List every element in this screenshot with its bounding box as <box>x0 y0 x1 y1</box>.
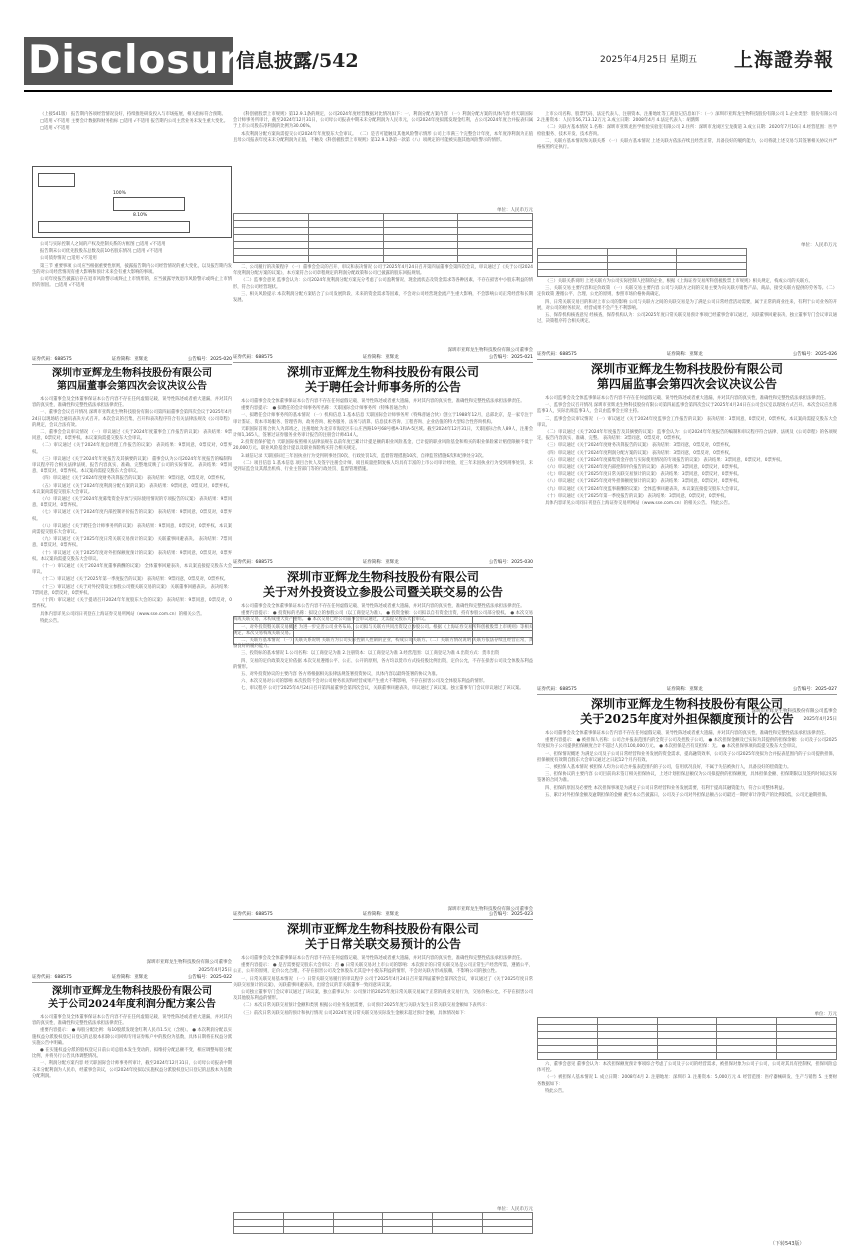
notice-title: 第四届监事会第四次会议决议公告 <box>596 377 777 391</box>
continued-text: 《科创板股票上市规则》第12.9.1条的规定，公司2024年度经营数据对比情况如下：一、利润分配方案内容 （一）利润分配方案的具体内容 经天职国际会计师事务所审计，截至2024年12月31日，公司母公司报表中期末未分配利润为人民币元，公司2024年度拟派发现金红利，占公司2024年度合并报表归属于上市公司股东净利润的比例为30.06%。 本次利润分配方案尚需提交公司2024年年度股东大会审议。 （二）是否可能触及其他风险警示情形 公司上市满三个完整会计年度，本年度净利润为正值且母公司报表年度末未分配利润为正值，不触及《科创板股票上市规则》第12.9.1条第一款第（八）项规定的可能被实施其他风险警示的情形。 <box>233 112 533 143</box>
notice-guarantee <box>537 687 837 1172</box>
notice-header: 证券代码：688575 证券简称：亚辉龙 公告编号：2025-030 <box>233 560 533 568</box>
notice-title: 关于对外投资设立参股公司暨关联交易的公告 <box>262 585 503 599</box>
notice-body: 本公司董事会及全体董事保证本公告内容不存在任何虚假记载、误导性陈述或者重大遗漏，并对其内容的真实性、准确性和完整性依法承担法律责任。 重要内容提示： ● 每股分配比例：每10股派发现金红利人民币1.5元（含税）。 ● 本次利润分配以实施权益分派股权登记日登记的总股本扣除公司回购专用证券账户中的股份为基数，具体日期将在权益分派实施公告中明确。 ● 在实施权益分派的股权登记日前公司总股本发生变动的，拟维持分配总额不变，相应调整每股分配比例，并将另行公告具体调整情况。 一、利润分配方案内容 经天职国际会计师事务所审计，截至2024年12月31日，公司母公司报表中期末未分配利润为人民币，经董事会决议，公司2024年度拟以实施权益分派股权登记日登记的总股本为基数分配利润。 <box>32 1015 232 1079</box>
notice-body: 本公司董事会及全体董事保证本公告内容不存在任何虚假记载、误导性陈述或者重大遗漏，并对其内容的真实性、准确性和完整性依法承担法律责任。 重要内容提示： ● 被担保人名称：公司合并报表范围内的全资子公司及控股子公司。 ● 本次担保金额及已实际为其提供的担保余额：公司及子公司2025年度拟为子公司提供担保额度合计不超过人民币100,000万元。 ● 本次担保是否有反担保：无。 ● 本次担保事项尚需提交股东大会审议。 一、担保情况概述 为满足公司及子公司日常经营和业务发展的资金需求，提高融资效率，公司及子公司2025年度拟为合并报表范围内的子公司提供担保，担保额度有效期自股东大会审议通过之日起12个月内有效。 二、被担保人基本情况 被担保人均为公司合并报表范围内的子公司，信用状况良好，不属于失信被执行人，具备良好的偿债能力。 三、担保协议的主要内容 公司目前尚未签订相关担保协议，上述计划担保总额仅为公司拟提供的担保额度，具体担保金额、担保期限以及签约时间以实际签署的合同为准。 四、担保的原因及必要性 本次担保事项是为满足子公司日常经营和业务发展需要，有利于提高其融资能力，符合公司整体利益。 五、累计对外担保金额及逾期担保的金额 截至本公告披露日，公司及子公司对外担保总额占公司最近一期经审计净资产的比例较低，公司无逾期担保。 <box>537 731 837 798</box>
masthead <box>0 0 857 118</box>
notice-company: 深圳市亚辉龙生物科技股份有限公司 <box>286 922 479 936</box>
related-table <box>233 1212 533 1234</box>
notice-company: 深圳市亚辉龙生物科技股份有限公司 <box>590 362 783 376</box>
pct-label-2: 8.10% <box>133 213 148 218</box>
notice-title: 关于聘任会计师事务所的公告 <box>304 380 461 394</box>
page-title: 信息披露/542 <box>236 50 359 72</box>
profit-text: 二、公司履行的决策程序 （一）董事会会议的召开、审议和表决情况 公司于2025年4月24日召开第四届董事会第四次会议，审议通过了《关于公司2024年度利润分配方案的议案》，本方案符合公司章程规定的利润分配政策和公司已披露的股东回报规划。 （二）监事会意见 监事会认为：公司2024年度利润分配方案充分考虑了公司盈利情况、现金流状态及资金需求等各种因素，不存在损害中小股东利益的情形，符合公司经营现状。 三、相关风险提示 本次利润分配方案结合了公司发展阶段、未来的资金需求等因素，不会对公司经营现金流产生重大影响，不会影响公司正常经营和长期发展。 <box>233 265 533 304</box>
notice-header: 证券代码：688575 证券简称：亚辉龙 公告编号：2025-026 <box>537 352 837 360</box>
newspaper-brand: 上海證券報 <box>734 49 835 71</box>
notice-header: 证券代码：688575 证券简称：亚辉龙 公告编号：2025-020 <box>32 357 232 365</box>
notice-board <box>32 357 232 973</box>
notice-header: 证券代码：688575 证券简称：亚辉龙 公告编号：2025-023 <box>233 912 533 920</box>
notice-title: 关于日常关联交易预计的公告 <box>304 937 461 951</box>
notice-body: 本公司董事会及全体董事保证本公告内容不存在任何虚假记载、误导性陈述或者重大遗漏，并对其内容的真实性、准确性和完整性依法承担法律责任。 重要内容提示： ● 投资标的名称：拟设立的参股公司（以工商登记为准）。 ● 投资金额：公司拟以自有资金出资，持有参股公司部分股权。 ● 本次交易构成关联交易，未构成重大资产重组。 ● 本次交易已经公司董事会审议通过，无需提交股东大会审议。 一、对外投资暨关联交易概述 为进一步完善公司业务布局，公司拟与关联方共同出资设立参股公司。根据《上海证券交易所科创板股票上市规则》等相关规定，本次交易构成关联交易。 二、关联方基本情况 （一）关联关系说明 关联方为公司实际控制人控制的企业，构成公司关联方。（二）关联方情况说明 关联方依法存续且经营正常，具备良好的履约能力。 三、投资标的基本情况 1.公司名称：以工商登记为准 2.注册资本：以工商登记为准 3.经营范围：以工商登记为准 4.出资方式：货币出资 四、交易的定价政策及定价依据 本次交易遵循公平、公正、公开的原则，各方均以货币方式按持股比例出资，定价公允，不存在损害公司及全体股东利益的情形。 五、对外投资协议的主要内容 各方将根据相关法律法规签署投资协议，具体内容以最终签署的协议为准。 六、本次交易对公司的影响 本次投资不会对公司财务状况和经营成果产生重大不利影响，不存在损害公司及全体股东利益的情形。 七、审议程序 公司于2025年4月24日召开第四届董事会第四次会议，关联董事回避表决，审议通过了该议案。独立董事专门会议审议通过了该议案。 <box>233 604 533 692</box>
issue-date: 2025年4月25日 星期五 <box>600 55 697 65</box>
notice-title: 关于2025年度对外担保额度预计的公告 <box>580 712 794 726</box>
column-left <box>32 112 232 1232</box>
shareholder-box <box>38 173 75 187</box>
unit-label: 单位：人民币万元 <box>497 208 533 213</box>
invest-table <box>537 248 747 277</box>
guarantee-tail: 六、董事会意见 董事会认为：本次担保额度预计事项综合考虑了公司及子公司的经营需求，被担保对象为公司子公司，公司对其具有控制权，担保风险总体可控。 （一）被担保人基本情况 1. 成立日期：2008年4月 2. 注册地址：深圳市 3. 注册资本：5,000万元 4. 经营范围：医疗器械研发、生产与销售 5. 主要财务数据如下： 特此公告。 <box>537 1062 837 1094</box>
continued-text: 上市公司名称、股票代码、法定代表人、注册资本、注册地址等工商登记信息如下：（一）深圳市亚辉龙生物科技股份有限公司 1.企业类型：股份有限公司 2.注册资本：人民币56,713.12万元 3.成立日期：2008年4月 4.法定代表人：胡鹍辉 （二）关联方基本情况 1.名称：深圳市亚辉龙医学检验实验室有限公司 2.住所：深圳市龙岗区宝龙街道 3.成立日期：2020年7月10日 4.经营范围：医学检验服务、技术开发、技术咨询。 二、关联方基本情况和关联关系 （一）关联方基本情况 上述关联方依法存续且经营正常，具备良好的履约能力，公司将就上述交易与其签署相关协议并严格按照约定执行。 <box>537 112 837 151</box>
notice-company: 深圳市亚辉龙生物科技股份有限公司 <box>286 570 479 584</box>
unit-label: 单位：人民币万元 <box>497 1207 533 1212</box>
unit-label: 单位：人民币万元 <box>801 243 837 248</box>
annual-summary-text: 公司与实际控制人之间的产权及控制关系的方框图 □适用 √不适用 报告期末公司优先股股东总数及前10名股东情况 □适用 √不适用 公司债券情况 □适用 √不适用 第三节 重要事项 公司应当根据重要性原则，披露报告期内公司经营情况的重大变化，以及报告期内发生的对公司经营情况有重大影响和预计未来会有重大影响的事项。 公司年度报告披露后存在退市风险警示或终止上市情形的，应当披露导致退市风险警示或终止上市情形的原因。 □适用 √不适用 <box>32 242 232 289</box>
masthead-rule <box>24 90 832 92</box>
ownership-chart <box>32 166 232 238</box>
supervisors-signature: 深圳市亚辉龙生物科技股份有限公司监事会 <box>751 709 837 714</box>
notice-body: 本公司董事会及全体董事保证本公告内容不存在任何虚假记载、误导性陈述或者重大遗漏，并对其内容的真实性、准确性和完整性依法承担法律责任。 重要内容提示： ● 是否需要提交股东大会审议：否 ● 日常关联交易对上市公司的影响：本次预计的日常关联交易是公司正常生产经营所需，遵循公平、公正、公开的原则，定价公允合理，不存在损害公司及全体股东尤其是中小股东利益的情形，不会对关联方形成依赖，不影响公司的独立性。 一、日常关联交易基本情况 （一）日常关联交易履行的审议程序 公司于2025年4月24日召开第四届董事会第四次会议，审议通过了《关于2025年度日常关联交易预计的议案》，关联董事回避表决，出席会议的非关联董事一致同意该议案。 公司独立董事专门会议审议通过了该议案，独立董事认为：公司预计的2025年度日常关联交易属于正常的商业交易行为，交易价格公允，不存在损害公司及其他股东利益的情形。 （二）本次日常关联交易预计金额和类别 根据公司业务发展需要，公司预计2025年度与关联方发生日常关联交易金额如下表所示： （三）前次日常关联交易的预计和执行情况 公司2024年度日常关联交易实际发生金额未超过预计金额，具体情况如下： <box>233 956 533 1016</box>
notice-header: 证券代码：688575 证券简称：亚辉龙 公告编号：2025-021 <box>233 355 533 363</box>
signature-date: 2025年4月25日 <box>198 968 232 973</box>
logo: Disclosure <box>24 37 233 85</box>
board-signature: 深圳市亚辉龙生物科技股份有限公司董事会 <box>447 348 533 353</box>
continued-text-2: （三）关联关系说明 上述关联方为公司实际控制人控制的企业，根据《上海证券交易所科创板股票上市规则》相关规定，构成公司的关联方。 三、关联交易主要内容和定价政策 （一）关联交易主要内容 公司与关联方之间的交易主要为向关联方销售产品、商品，接受关联方提供的劳务等。（二）定价政策 遵循公平、合理、公允的原则，参照市场价格协商确定。 四、日常关联交易目的和对上市公司的影响 公司与关联方之间的关联交易是为了满足公司日常经营活动需要，属于正常的商业往来，有利于公司业务的开展，对公司的财务状况、经营成果不会产生不利影响。 五、保荐机构核查意见 经核查，保荐机构认为：公司2025年度日常关联交易预计事项已经董事会审议通过，关联董事回避表决，独立董事专门会议审议通过，决策程序符合相关规定。 <box>537 279 837 325</box>
notice-header: 证券代码：688575 证券简称：亚辉龙 公告编号：2025-022 <box>32 975 232 983</box>
continuation-note: （下转543版） <box>770 1241 805 1247</box>
notice-company: 深圳市亚辉龙生物科技股份有限公司 <box>52 368 212 379</box>
unit-label: 单位：万元 <box>814 1012 837 1017</box>
notice-body: 本公司董事会及全体董事保证本公告内容不存在任何虚假记载、误导性陈述或者重大遗漏，并对其内容的真实性、准确性和完整性依法承担法律责任。 一、董事会会议召开情况 深圳市亚辉龙生物科技股份有限公司第四届董事会第四次会议于2025年4月24日以现场结合通讯表决方式召开。本次会议的召集、召开和表决程序符合有关法律法规及《公司章程》的规定，会议合法有效。 二、董事会会议审议情况 （一）审议通过《关于2024年度董事会工作报告的议案》 表决结果：9票同意，0票反对，0票弃权。本议案尚需提交股东大会审议。 （二）审议通过《关于2024年度总经理工作报告的议案》 表决结果：9票同意，0票反对，0票弃权。 （三）审议通过《关于2024年年度报告及其摘要的议案》 董事会认为公司2024年年度报告的编制和审议程序符合相关法律法规，报告内容真实、准确、完整地反映了公司的实际情况。 表决结果：9票同意，0票反对，0票弃权。本议案尚需提交股东大会审议。 （四）审议通过《关于2024年度财务决算报告的议案》 表决结果：9票同意，0票反对，0票弃权。 （五）审议通过《关于2024年度利润分配方案的议案》 表决结果：9票同意，0票反对，0票弃权。本议案尚需提交股东大会审议。 （六）审议通过《关于2024年度募集资金存放与实际使用情况的专项报告的议案》 表决结果：9票同意，0票反对，0票弃权。 （七）审议通过《关于2024年度内部控制评价报告的议案》 表决结果：9票同意，0票反对，0票弃权。 （八）审议通过《关于聘任会计师事务所的议案》 表决结果：9票同意，0票反对，0票弃权。本议案尚需提交股东大会审议。 （九）审议通过《关于2025年度日常关联交易预计的议案》 关联董事回避表决。 表决结果：7票同意，0票反对，0票弃权。 （十）审议通过《关于2025年度对外担保额度预计的议案》 表决结果：9票同意，0票反对，0票弃权。本议案尚需提交股东大会审议。 （十一）审议通过《关于2024年度董事薪酬的议案》 全体董事回避表决，本议案直接提交股东大会审议。 （十二）审议通过《关于2025年第一季度报告的议案》 表决结果：9票同意，0票反对，0票弃权。 （十三）审议通过《关于对外投资设立参股公司暨关联交易的议案》 关联董事回避表决。 表决结果：7票同意，0票反对，0票弃权。 （十四）审议通过《关于提请召开2024年年度股东大会的议案》 表决结果：9票同意，0票反对，0票弃权。 具体内容详见公司同日刊登在上海证券交易所网站（www.sse.com.cn）的相关公告。 特此公告。 <box>32 397 232 624</box>
notice-invest <box>233 560 533 914</box>
notice-header: 证券代码：688575 证券简称：亚辉龙 公告编号：2025-027 <box>537 687 837 695</box>
notice-company: 深圳市亚辉龙生物科技股份有限公司 <box>590 697 783 711</box>
company-box <box>38 221 190 233</box>
notice-profit <box>32 975 232 1135</box>
column-right <box>537 112 837 1232</box>
guarantee-table <box>537 1017 837 1060</box>
continued-text: （上接541版） 报告期内各项经营情况良好，持续推进研发投入与市场拓展，相关指标符合预期。 □适用 √不适用 主要会计数据和财务指标 □适用 √不适用 报告期内公司主营业务未发生重大变化。 □适用 √不适用 <box>40 112 228 132</box>
board-signature: 深圳市亚辉龙生物科技股份有限公司董事会 <box>146 960 232 965</box>
notice-title: 关于公司2024年度利润分配方案公告 <box>48 999 216 1010</box>
signature-date: 2025年4月25日 <box>803 717 837 722</box>
profit-table <box>233 213 533 263</box>
notice-body: 本公司董事会及全体董事保证本公告内容不存在任何虚假记载、误导性陈述或者重大遗漏，并对其内容的真实性、准确性和完整性依法承担法律责任。 重要内容提示： ● 拟聘任的会计师事务所名称：天职国际会计师事务所（特殊普通合伙） 一、拟聘任会计师事务所的基本情况 （一）机构信息 1.基本信息 天职国际会计师事务所（特殊普通合伙）创立于1988年12月，总部北京，是一家专注于审计鉴证、资本市场服务、管理咨询、政务咨询、税务服务、法务与清算、信息技术咨询、工程咨询、企业估值的特大型综合性咨询机构。 天职国际首席合伙人为邱靖之，注册地址为北京市海淀区车公庄西路19号68号楼A-1和A-5区域。截至2024年12月31日，天职国际合伙人89人，注册会计师1,165人，签署过证券服务业务审计报告的注册会计师414人。 2.投资者保护能力 天职国际按照相关法律法规在以前年度已累计计提足额的职业风险基金，已计提的职业风险基金和购买的职业保险累计赔偿限额不低于20,000万元。职业风险基金计提以及职业保险购买符合相关规定。 3.诚信记录 天职国际近三年因执业行为受到刑事处罚0次、行政处罚1次、监督管理措施10次、自律监管措施6次和纪律处分3次。 （二）项目信息 1.基本信息 项目合伙人及签字注册会计师、项目质量控制复核人均具有丰富的上市公司审计经验，近三年未因执业行为受到刑事处罚，未受到证监会及其派出机构、行业主管部门等的行政处罚、监督管理措施。 <box>233 399 533 473</box>
pct-label-1: 100% <box>113 191 126 196</box>
notice-title: 第四届董事会第四次会议决议公告 <box>57 381 207 392</box>
subsidiary-box <box>113 197 185 211</box>
notice-body: 本公司监事会及全体监事保证本公告内容不存在任何虚假记载、误导性陈述或者重大遗漏，并对其内容的真实性、准确性和完整性依法承担法律责任。 一、监事会会议召开情况 深圳市亚辉龙生物科技股份有限公司第四届监事会第四次会议于2025年4月24日在公司会议室以现场方式召开。本次会议应出席监事3人，实际出席监事3人，会议由监事会主席主持。 二、监事会会议审议情况 （一）审议通过《关于2024年度监事会工作报告的议案》 表决结果：3票同意，0票反对，0票弃权。本议案尚需提交股东大会审议。 （二）审议通过《关于2024年年度报告及其摘要的议案》 监事会认为：公司2024年年度报告的编制和审议程序符合法律、法规及《公司章程》的各项规定，报告内容真实、准确、完整。 表决结果：3票同意，0票反对，0票弃权。 （三）审议通过《关于2024年度财务决算报告的议案》 表决结果：3票同意，0票反对，0票弃权。 （四）审议通过《关于2024年度利润分配方案的议案》 表决结果：3票同意，0票反对，0票弃权。 （五）审议通过《关于2024年度募集资金存放与实际使用情况的专项报告的议案》 表决结果：3票同意，0票反对，0票弃权。 （六）审议通过《关于2024年度内部控制评价报告的议案》 表决结果：3票同意，0票反对，0票弃权。 （七）审议通过《关于2025年度日常关联交易预计的议案》 表决结果：3票同意，0票反对，0票弃权。 （八）审议通过《关于2025年度对外担保额度预计的议案》 表决结果：3票同意，0票反对，0票弃权。 （九）审议通过《关于2024年度监事薪酬的议案》 全体监事回避表决，本议案直接提交股东大会审议。 （十）审议通过《关于2025年第一季度报告的议案》 表决结果：3票同意，0票反对，0票弃权。 具体内容详见公司同日刊登在上海证券交易所网站（www.sse.com.cn）的相关公告。 特此公告。 <box>537 396 837 507</box>
notice-company: 深圳市亚辉龙生物科技股份有限公司 <box>286 365 479 379</box>
notice-related <box>233 912 533 1234</box>
board-signature: 深圳市亚辉龙生物科技股份有限公司董事会 <box>447 907 533 912</box>
notice-supervisory <box>537 352 837 724</box>
notice-company: 深圳市亚辉龙生物科技股份有限公司 <box>52 986 212 997</box>
